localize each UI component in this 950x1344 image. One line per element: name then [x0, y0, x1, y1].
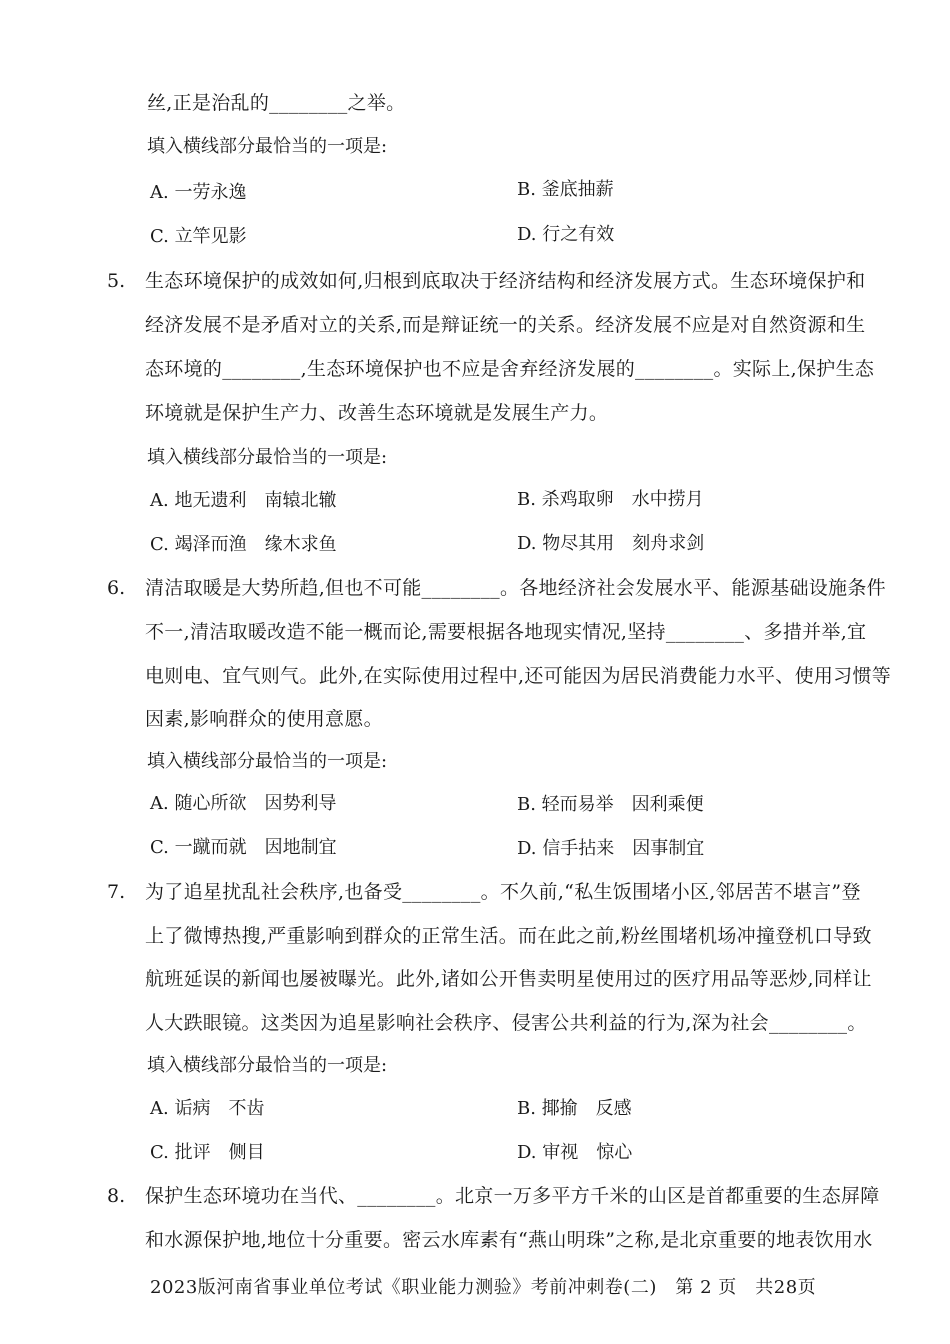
question-text-line: 清洁取暖是大势所趋,但也不可能________。各地经济社会发展水平、能源基础设施条件	[145, 577, 886, 599]
option-b: B. 杀鸡取卵 水中捞月	[517, 489, 704, 510]
question-text-line: 人大跌眼镜。这类因为追星影响社会秩序、侵害公共利益的行为,深为社会________。	[145, 1012, 867, 1034]
question-text-line: 因素,影响群众的使用意愿。	[145, 708, 383, 730]
option-d: D. 行之有效	[517, 224, 615, 245]
question-text-line: 和水源保护地,地位十分重要。密云水库素有“燕山明珠”之称,是北京重要的地表饮用水	[145, 1229, 873, 1251]
option-a: A. 诟病 不齿	[150, 1098, 265, 1119]
question-text-line: 航班延误的新闻也屡被曝光。此外,诸如公开售卖明星使用过的医疗用品等恶炒,同样让	[145, 968, 872, 990]
option-d: D. 审视 惊心	[517, 1142, 633, 1163]
question-number: 8.	[107, 1185, 126, 1207]
question-text-line: 态环境的________,生态环境保护也不应是舍弃经济发展的________。实际上,保护生态	[145, 358, 875, 380]
question-prompt: 填入横线部分最恰当的一项是:	[147, 1055, 388, 1076]
question-prompt: 填入横线部分最恰当的一项是:	[147, 751, 388, 772]
question-text-line: 为了追星扰乱社会秩序,也备受________。不久前,“私生饭围堵小区,邻居苦不堪言”登	[145, 881, 861, 903]
question-prompt: 填入横线部分最恰当的一项是:	[147, 447, 388, 468]
option-b: B. 轻而易举 因利乘便	[517, 794, 704, 815]
option-a: A. 一劳永逸	[150, 182, 247, 203]
option-c: C. 立竿见影	[150, 226, 247, 247]
option-c: C. 批评 侧目	[150, 1142, 265, 1163]
option-c: C. 一蹴而就 因地制宜	[150, 837, 337, 858]
question-number: 7.	[107, 881, 126, 903]
page-footer: 2023版河南省事业单位考试《职业能力测验》考前冲刺卷(二) 第 2 页 共28页	[150, 1277, 817, 1298]
option-a: A. 地无遗利 南辕北辙	[150, 490, 337, 511]
question-text-line: 环境就是保护生产力、改善生态环境就是发展生产力。	[145, 402, 609, 424]
question-number: 5.	[107, 270, 126, 292]
question-text-line: 不一,清洁取暖改造不能一概而论,需要根据各地现实情况,坚持________、多措并举,宜	[145, 621, 867, 643]
question-prompt: 填入横线部分最恰当的一项是:	[147, 136, 388, 157]
question-text-line: 保护生态环境功在当代、________。北京一万多平方千米的山区是首都重要的生态屏障	[145, 1185, 880, 1207]
option-d: D. 物尽其用 刻舟求剑	[517, 533, 705, 554]
option-d: D. 信手拈来 因事制宜	[517, 838, 705, 859]
option-c: C. 竭泽而渔 缘木求鱼	[150, 534, 337, 555]
question-text-line: 生态环境保护的成效如何,归根到底取决于经济结构和经济发展方式。生态环境保护和	[145, 270, 866, 292]
option-b: B. 釜底抽薪	[517, 179, 614, 200]
option-b: B. 揶揄 反感	[517, 1098, 632, 1119]
question-text-line: 经济发展不是矛盾对立的关系,而是辩证统一的关系。经济发展不应是对自然资源和生	[145, 314, 866, 336]
question-text-line: 上了微博热搜,严重影响到群众的正常生活。而在此之前,粉丝围堵机场冲撞登机口导致	[145, 925, 872, 947]
question-number: 6.	[107, 577, 126, 599]
option-a: A. 随心所欲 因势利导	[150, 793, 337, 814]
question-text-line: 电则电、宜气则气。此外,在实际使用过程中,还可能因为居民消费能力水平、使用习惯等	[145, 665, 892, 687]
carryover-line: 丝,正是治乱的________之举。	[147, 92, 406, 114]
